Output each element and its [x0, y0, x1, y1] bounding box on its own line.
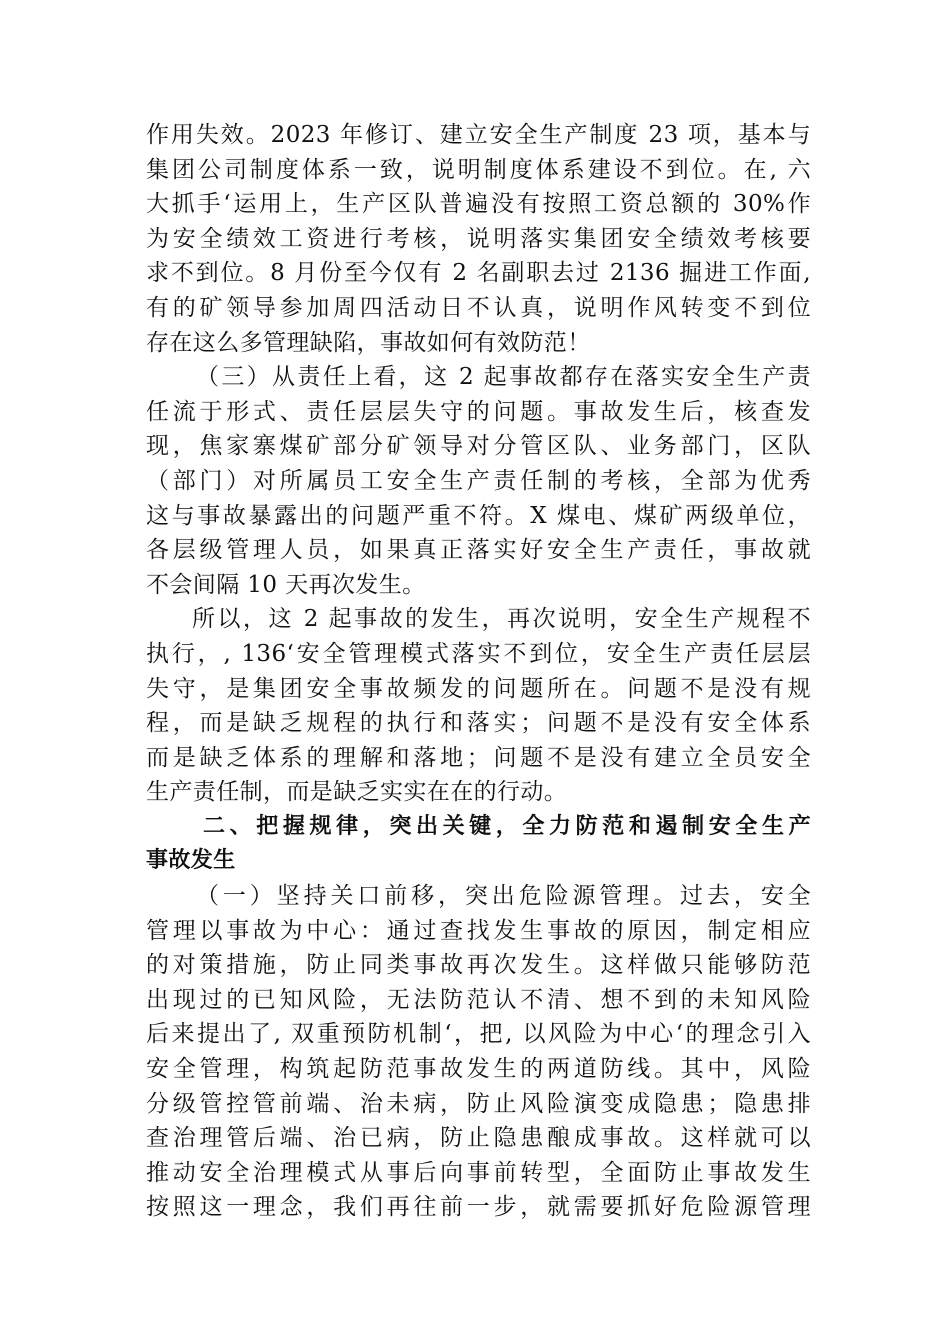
- body-line: 而是缺乏体系的理解和落地；问题不是没有建立全员安全: [146, 744, 811, 771]
- body-line: 管理以事故为中心：通过查找发生事故的原因，制定相应: [146, 917, 811, 944]
- body-line: 不会间隔 10 天再次发生。: [146, 571, 426, 598]
- body-line: 按照这一理念，我们再往前一步，就需要抓好危险源管理: [146, 1194, 811, 1221]
- body-line: 任流于形式、责任层层失守的问题。事故发生后，核查发: [146, 398, 811, 425]
- body-line: 的对策措施，防止同类事故再次发生。这样做只能够防范: [146, 952, 811, 979]
- body-line: 查治理管后端、治已病，防止隐患酿成事故。这样就可以: [146, 1125, 811, 1152]
- paragraph-start-line: （一）坚持关口前移，突出危险源管理。过去，安全: [196, 883, 811, 910]
- body-line: 程，而是缺乏规程的执行和落实；问题不是没有安全体系: [146, 710, 811, 737]
- body-line: 集团公司制度体系一致，说明制度体系建设不到位。在, 六: [146, 156, 811, 183]
- body-line: 生产责任制，而是缺乏实实在在的行动。: [146, 779, 568, 806]
- body-line: 失守，是集团安全事故频发的问题所在。问题不是没有规: [146, 675, 811, 702]
- body-line: 出现过的已知风险，无法防范认不清、想不到的未知风险: [146, 986, 811, 1013]
- body-line: 推动安全治理模式从事后向事前转型，全面防止事故发生: [146, 1159, 811, 1186]
- body-line: 求不到位。8 月份至今仅有 2 名副职去过 2136 掘进工作面,: [146, 260, 811, 287]
- body-line: 现，焦家寨煤矿部分矿领导对分管区队、业务部门，区队: [146, 433, 811, 460]
- body-line: 为安全绩效工资进行考核，说明落实集团安全绩效考核要: [146, 225, 811, 252]
- body-line: （部门）对所属员工安全生产责任制的考核，全部为优秀: [146, 467, 811, 494]
- body-line: 执行，, 136‘安全管理模式落实不到位，安全生产责任层层: [146, 640, 811, 667]
- body-line: 存在这么多管理缺陷，事故如何有效防范！: [146, 329, 591, 356]
- body-line: 分级管控管前端、治未病，防止风险演变成隐患；隐患排: [146, 1090, 811, 1117]
- body-line: 安全管理，构筑起防范事故发生的两道防线。其中，风险: [146, 1056, 811, 1083]
- body-line: 大抓手‘运用上，生产区队普遍没有按照工资总额的 30%作: [146, 191, 811, 218]
- document-page: [146, 118, 811, 1225]
- body-line: 各层级管理人员，如果真正落实好安全生产责任，事故就: [146, 537, 811, 564]
- body-line: 有的矿领导参加周四活动日不认真，说明作风转变不到位: [146, 294, 811, 321]
- paragraph-start-line: 所以，这 2 起事故的发生，再次说明，安全生产规程不: [192, 606, 811, 633]
- body-line: 这与事故暴露出的问题严重不符。X 煤电、煤矿两级单位，: [146, 502, 811, 529]
- body-line: 后来提出了, 双重预防机制‘，把, 以风险为中心‘的理念引入: [146, 1021, 811, 1048]
- section-heading-cont: 事故发生: [146, 848, 236, 874]
- paragraph-start-line: （三）从责任上看，这 2 起事故都存在落实安全生产责: [196, 364, 811, 391]
- body-line: 作用失效。2023 年修订、建立安全生产制度 23 项，基本与: [146, 122, 811, 148]
- section-heading: 二、把握规律，突出关键，全力防范和遏制安全生产: [203, 813, 811, 839]
